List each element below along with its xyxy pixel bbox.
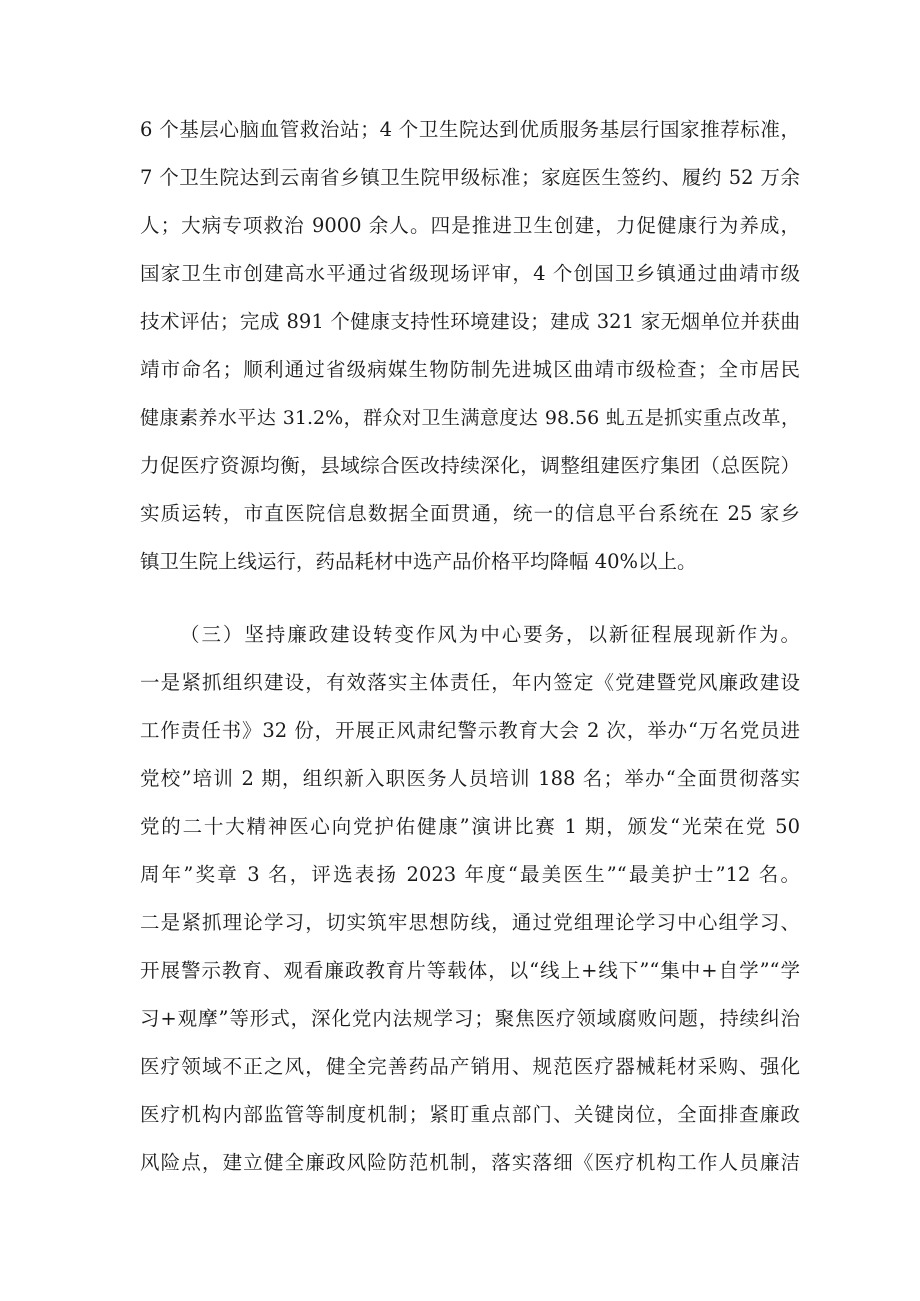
text-line: 医疗领域不正之风，健全完善药品产销用、规范医疗器械耗材采购、强化 [140, 1055, 800, 1078]
text-line: 实质运转，市直医院信息数据全面贯通，统一的信息平台系统在 25 家乡 [140, 502, 800, 525]
text-line: 力促医疗资源均衡，县域综合医改持续深化，调整组建医疗集团（总医院） [140, 454, 800, 477]
text-line: 健康素养水平达 31.2%，群众对卫生满意度达 98.56 虬五是抓实重点改革， [140, 407, 800, 429]
text-line: 工作责任书》32 份，开展正风肃纪警示教育大会 2 次，举办“万名党员进 [140, 719, 800, 742]
text-line: 开展警示教育、观看廉政教育片等载体，以“线上+线下”“集中+自学”“学 [140, 959, 800, 982]
text-line: 周年”奖章 3 名，评选表扬 2023 年度“最美医生”“最美护士”12 名。 [140, 863, 800, 886]
text-line: 党校”培训 2 期，组织新入职医务人员培训 188 名；举办“全面贯彻落实 [140, 767, 800, 790]
text-line: 镇卫生院上线运行，药品耗材中选产品价格平均降幅 40%以上。 [140, 550, 697, 573]
text-line: 党的二十大精神医心向党护佑健康”演讲比赛 1 期，颁发“光荣在党 50 [140, 815, 800, 838]
text-line: 医疗机构内部监管等制度机制；紧盯重点部门、关键岗位，全面排查廉政 [140, 1103, 800, 1126]
text-line: 7 个卫生院达到云南省乡镇卫生院甲级标准；家庭医生签约、履约 52 万余 [140, 166, 800, 189]
text-line: 二是紧抓理论学习，切实筑牢思想防线，通过党组理论学习中心组学习、 [140, 911, 800, 934]
text-line: 6 个基层心脑血管救治站；4 个卫生院达到优质服务基层行国家推荐标准， [140, 118, 800, 141]
text-line: 技术评估；完成 891 个健康支持性环境建设；建成 321 家无烟单位并获曲 [140, 310, 800, 333]
section-heading-line: （三）坚持廉政建设转变作风为中心要务，以新征程展现新作为。 [180, 623, 800, 646]
text-line: 风险点，建立健全廉政风险防范机制，落实落细《医疗机构工作人员廉洁 [140, 1151, 800, 1174]
text-line: 习+观摩”等形式，深化党内法规学习；聚焦医疗领域腐败问题，持续纠治 [140, 1007, 800, 1030]
text-line: 国家卫生市创建高水平通过省级现场评审，4 个创国卫乡镇通过曲靖市级 [140, 262, 800, 285]
text-line: 人；大病专项救治 9000 余人。四是推进卫生创建，力促健康行为养成， [140, 214, 800, 237]
text-line: 靖市命名；顺利通过省级病媒生物防制先进城区曲靖市级检查；全市居民 [140, 358, 800, 381]
text-line: 一是紧抓组织建设，有效落实主体责任，年内签定《党建暨党风廉政建设 [140, 671, 800, 694]
